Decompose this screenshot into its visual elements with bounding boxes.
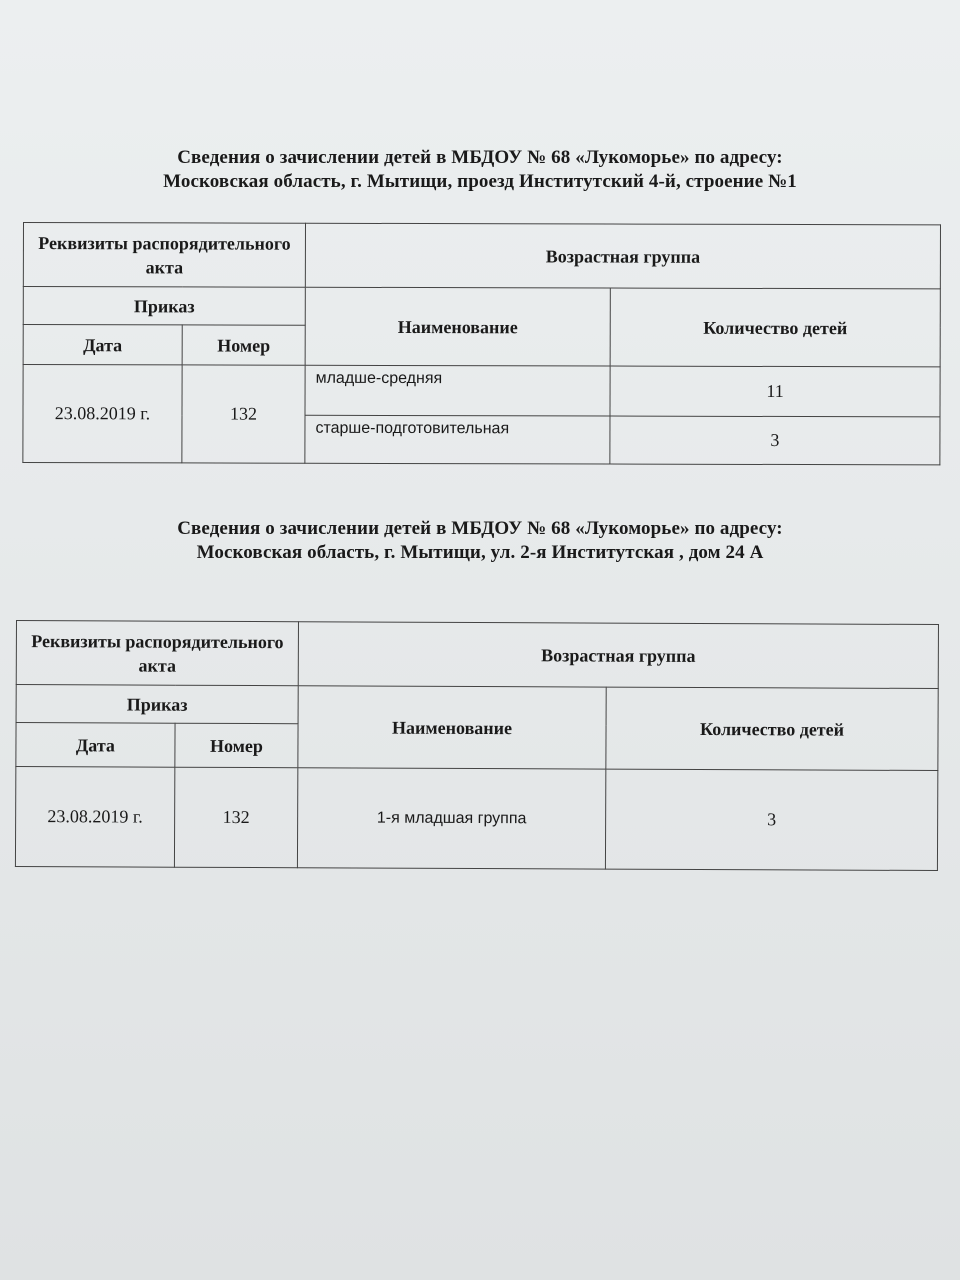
section-2-table (15, 620, 939, 871)
group-name-cell: 1-я младшая группа (297, 768, 605, 869)
group-name-cell: старше-подготовительная (305, 415, 610, 464)
section-1-heading-line-2: Московская область, г. Мытищи, проезд Институтский 4-й, строение №1 (163, 171, 797, 192)
group-count-cell: 11 (610, 366, 940, 417)
count-header: Количество детей (610, 288, 940, 367)
order-date-cell: 23.08.2019 г. (15, 767, 174, 868)
section-1-heading (0, 146, 960, 194)
number-header: Номер (182, 325, 305, 365)
name-header: Наименование (305, 287, 610, 366)
section-2-heading-line-1: Сведения о зачислении детей в МБДОУ № 68 «Лукоморье» по адресу: (177, 518, 783, 539)
group-name-cell: младше-средняя (305, 365, 610, 416)
group-count-cell: 3 (610, 416, 940, 465)
requisites-header: Реквизиты распорядительного акта (16, 621, 298, 686)
date-header: Дата (16, 723, 175, 768)
number-header: Номер (175, 723, 298, 768)
section-2-heading (0, 517, 960, 565)
section-1-table (22, 222, 941, 465)
requisites-header: Реквизиты распорядительного акта (23, 223, 305, 288)
count-header: Количество детей (606, 687, 938, 770)
order-header: Приказ (16, 685, 298, 724)
order-number-cell: 132 (174, 767, 297, 868)
group-count-cell: 3 (605, 769, 937, 870)
age-group-header: Возрастная группа (298, 622, 938, 689)
section-2-heading-line-2: Московская область, г. Мытищи, ул. 2-я Институтская , дом 24 А (196, 542, 764, 563)
date-header: Дата (23, 325, 182, 365)
order-number-cell: 132 (182, 365, 305, 463)
section-1-heading-line-1: Сведения о зачислении детей в МБДОУ № 68 «Лукоморье» по адресу: (177, 147, 783, 168)
order-header: Приказ (23, 287, 305, 326)
name-header: Наименование (298, 686, 606, 769)
order-date-cell: 23.08.2019 г. (23, 365, 182, 463)
age-group-header: Возрастная группа (305, 223, 940, 289)
